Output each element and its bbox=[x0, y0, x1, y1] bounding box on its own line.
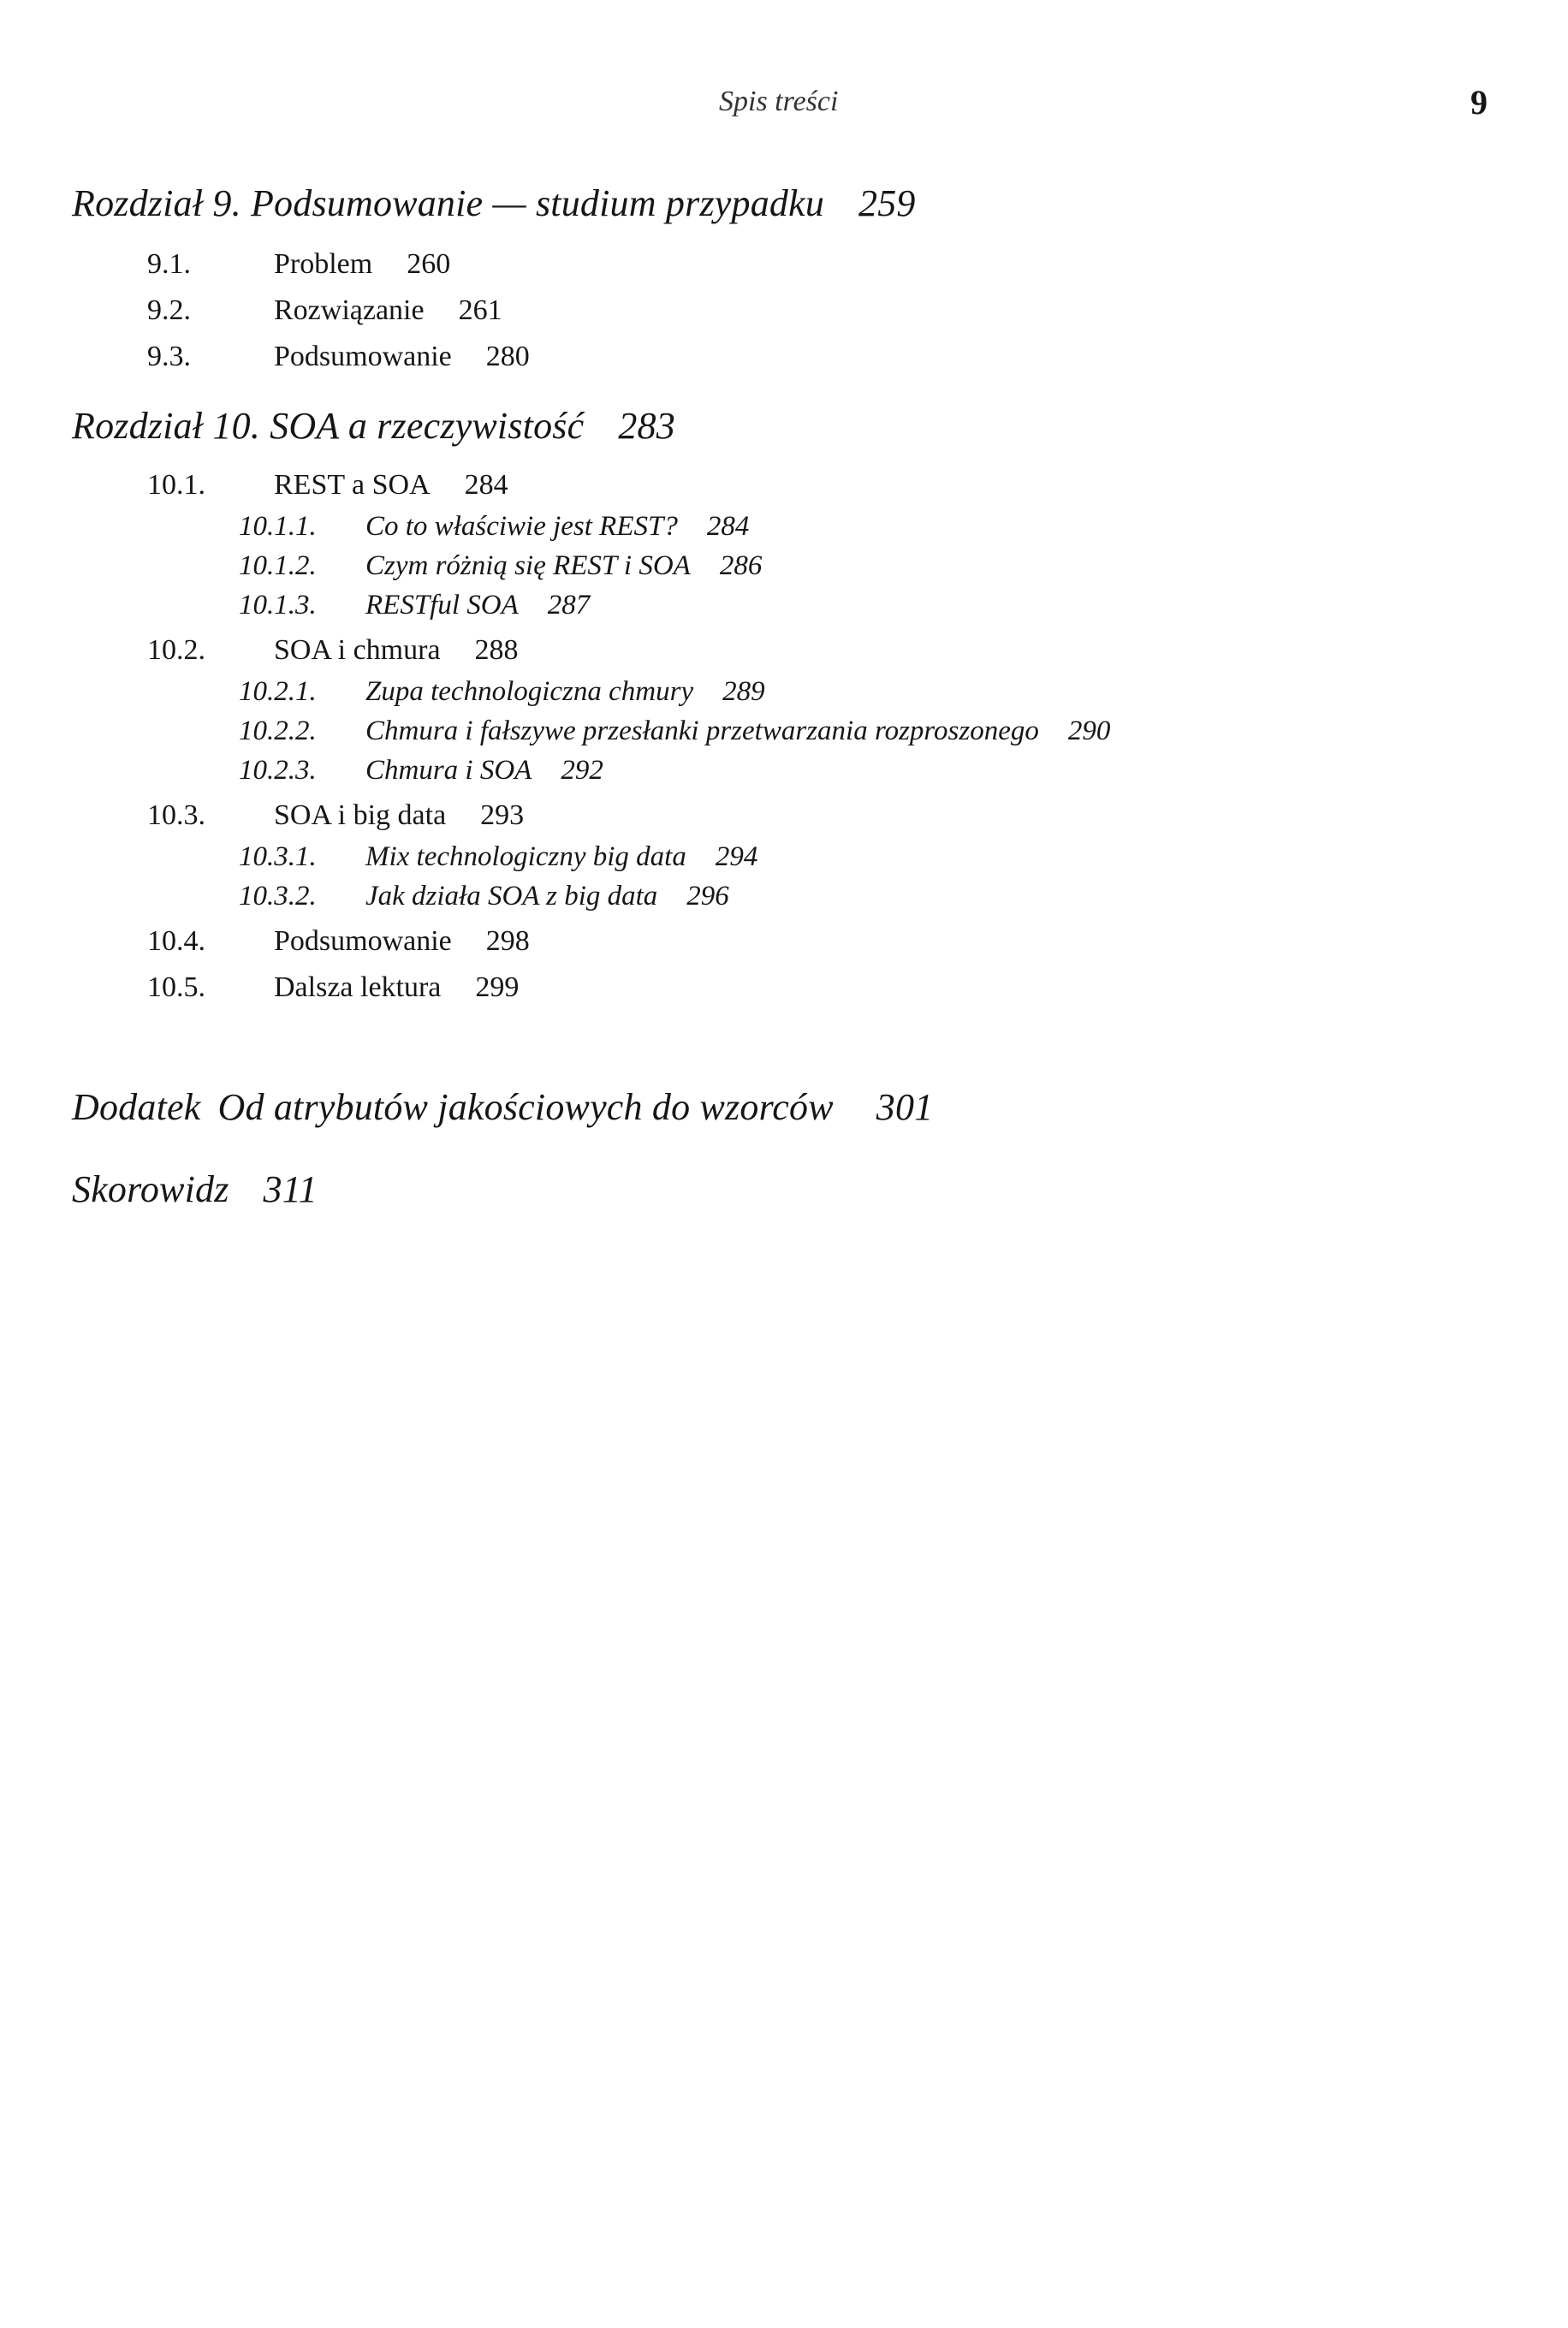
toc-subsection[interactable] bbox=[239, 550, 762, 582]
section-page: 284 bbox=[464, 469, 508, 501]
section-title: Dalsza lektura bbox=[274, 971, 442, 1003]
section-title: SOA i chmura bbox=[274, 634, 441, 666]
chapter-page: 283 bbox=[618, 405, 675, 447]
section-title: Podsumowanie bbox=[274, 925, 452, 957]
subsection-page: 294 bbox=[715, 841, 758, 872]
subsection-page: 292 bbox=[561, 755, 603, 786]
subsection-number: 10.3.1. bbox=[239, 841, 317, 872]
subsection-title: Czym różnią się REST i SOA bbox=[365, 550, 691, 581]
subsection-page: 289 bbox=[722, 676, 765, 707]
section-number: 10.1. bbox=[147, 469, 205, 501]
toc-section[interactable] bbox=[147, 925, 530, 958]
toc-chapter-10[interactable] bbox=[72, 404, 675, 448]
subsection-title: Zupa technologiczna chmury bbox=[365, 676, 694, 707]
index-title: Skorowidz bbox=[72, 1168, 229, 1210]
toc-section[interactable] bbox=[147, 634, 519, 667]
toc-section[interactable] bbox=[147, 799, 524, 832]
chapter-title: Rozdział 10. SOA a rzeczywistość bbox=[72, 405, 585, 447]
toc-appendix[interactable] bbox=[72, 1085, 933, 1129]
section-title: Podsumowanie bbox=[274, 341, 452, 372]
section-number: 10.5. bbox=[147, 971, 205, 1003]
index-page: 311 bbox=[263, 1168, 318, 1210]
toc-section[interactable] bbox=[147, 294, 502, 327]
chapter-title: Rozdział 9. Podsumowanie — studium przypadku bbox=[72, 182, 825, 224]
subsection-title: Chmura i fałszywe przesłanki przetwarzania rozproszonego bbox=[365, 716, 1039, 746]
subsection-title: Chmura i SOA bbox=[365, 755, 532, 786]
toc-index[interactable] bbox=[72, 1167, 318, 1211]
section-title: Problem bbox=[274, 248, 373, 280]
toc-subsection[interactable] bbox=[239, 590, 590, 621]
appendix-page: 301 bbox=[876, 1086, 934, 1128]
section-page: 293 bbox=[480, 799, 525, 831]
toc-subsection[interactable] bbox=[239, 841, 757, 873]
subsection-page: 296 bbox=[686, 881, 729, 912]
section-number: 10.4. bbox=[147, 925, 205, 957]
section-page: 298 bbox=[485, 925, 530, 957]
toc-subsection[interactable] bbox=[239, 716, 1110, 747]
section-title: REST a SOA bbox=[274, 469, 431, 501]
section-page: 288 bbox=[474, 634, 519, 666]
subsection-number: 10.1.2. bbox=[239, 550, 317, 581]
toc-section[interactable] bbox=[147, 469, 508, 502]
subsection-number: 10.1.1. bbox=[239, 511, 317, 542]
subsection-page: 290 bbox=[1067, 716, 1111, 746]
section-title: Rozwiązanie bbox=[274, 294, 425, 326]
toc-section[interactable] bbox=[147, 971, 519, 1004]
subsection-number: 10.2.1. bbox=[239, 676, 317, 707]
toc-chapter-9[interactable] bbox=[72, 181, 916, 225]
appendix-title: Od atrybutów jakościowych do wzorców bbox=[217, 1086, 834, 1128]
section-number: 10.3. bbox=[147, 799, 205, 831]
subsection-number: 10.2.3. bbox=[239, 755, 317, 786]
section-page: 261 bbox=[458, 294, 502, 326]
subsection-page: 286 bbox=[719, 550, 763, 581]
appendix-label: Dodatek bbox=[72, 1086, 201, 1128]
section-page: 299 bbox=[475, 971, 520, 1003]
toc-subsection[interactable] bbox=[239, 755, 603, 787]
subsection-title: RESTful SOA bbox=[365, 590, 519, 621]
section-page: 280 bbox=[485, 341, 530, 372]
running-header: Spis treści bbox=[719, 86, 839, 117]
chapter-page: 259 bbox=[858, 182, 916, 224]
subsection-number: 10.3.2. bbox=[239, 881, 317, 912]
section-number: 9.3. bbox=[147, 341, 191, 372]
section-number: 10.2. bbox=[147, 634, 205, 666]
subsection-page: 284 bbox=[706, 511, 750, 542]
toc-section[interactable] bbox=[147, 248, 450, 281]
subsection-page: 287 bbox=[547, 590, 591, 621]
toc-subsection[interactable] bbox=[239, 676, 765, 708]
subsection-title: Co to właściwie jest REST? bbox=[365, 511, 678, 542]
subsection-title: Mix technologiczny big data bbox=[365, 841, 686, 872]
section-number: 9.2. bbox=[147, 294, 191, 326]
section-page: 260 bbox=[407, 248, 451, 280]
page-number: 9 bbox=[1470, 83, 1488, 122]
toc-subsection[interactable] bbox=[239, 511, 749, 543]
toc-subsection[interactable] bbox=[239, 881, 729, 912]
section-title: SOA i big data bbox=[274, 799, 447, 831]
subsection-title: Jak działa SOA z big data bbox=[365, 881, 658, 912]
section-number: 9.1. bbox=[147, 248, 191, 280]
subsection-number: 10.1.3. bbox=[239, 590, 317, 621]
subsection-number: 10.2.2. bbox=[239, 716, 317, 746]
toc-section[interactable] bbox=[147, 341, 530, 373]
